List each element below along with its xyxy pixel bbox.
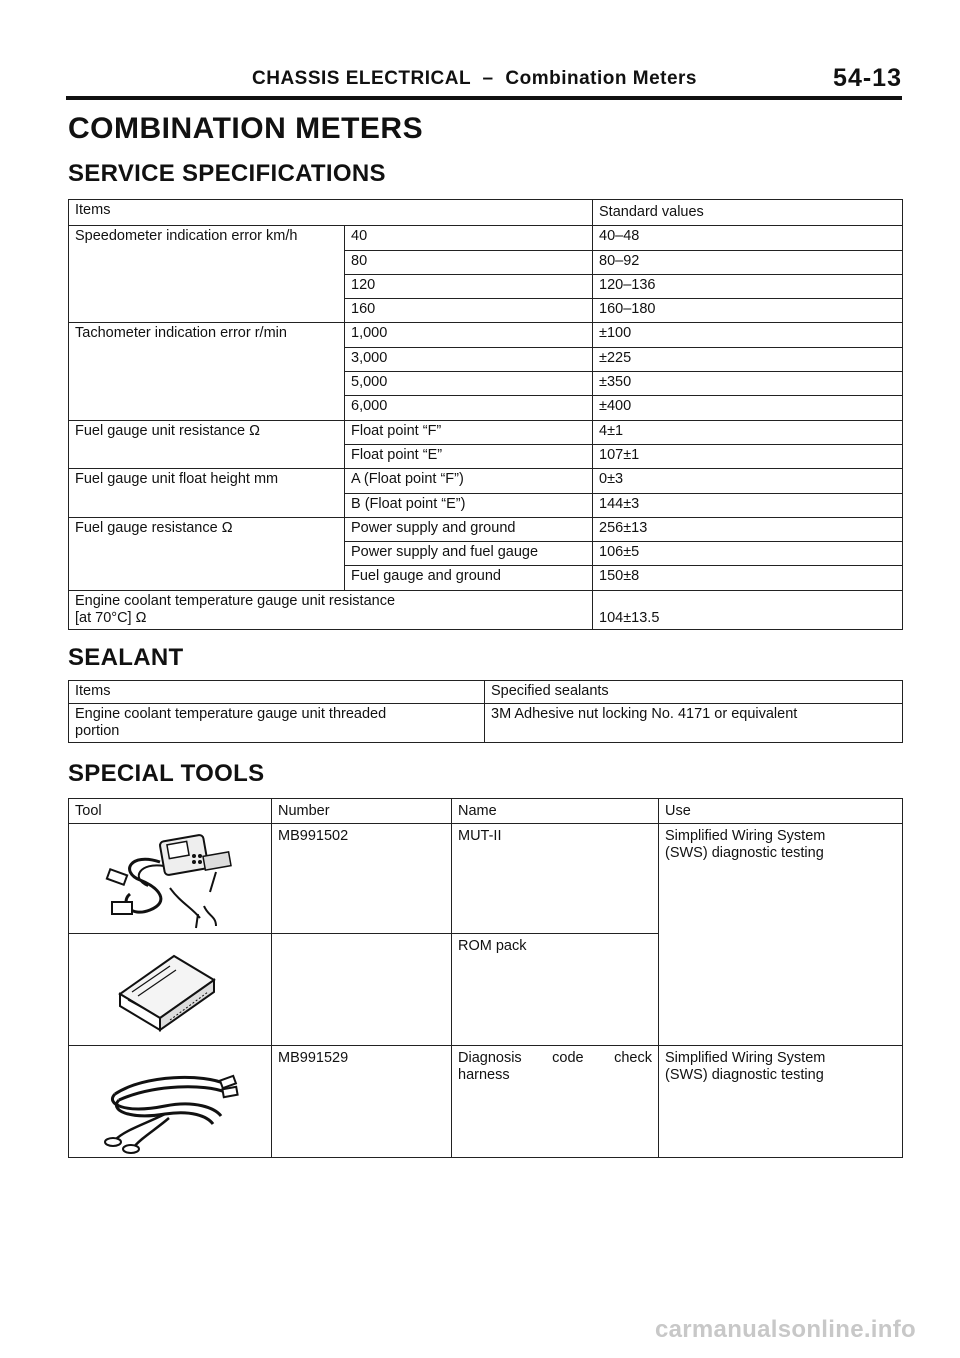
spec-item: Tachometer indication error r/min [69,323,345,420]
tool-number: MB991529 [272,1046,452,1158]
spec-cond: Float point “E” [345,444,593,468]
spec-item: Speedometer indication error km/h [69,226,345,323]
table-row [69,590,903,629]
page-title: COMBINATION METERS [68,112,424,145]
spec-cond: 120 [345,274,593,298]
sealant-item-line2: portion [75,723,120,739]
spec-value: 106±5 [593,542,903,566]
tool-name: ROM pack [452,934,659,1046]
tool-name-word: check [614,1050,652,1066]
spec-value: 160–180 [593,299,903,323]
spec-cond: 6,000 [345,396,593,420]
spec-value: 4±1 [593,420,903,444]
spec-cond: B (Float point “E”) [345,493,593,517]
spec-item: Fuel gauge resistance Ω [69,517,345,590]
section-suffix: Combination Meters [505,68,697,89]
spec-value: 150±8 [593,566,903,590]
spec-cond: Float point “F” [345,420,593,444]
tool-image-cell [69,934,272,1046]
tool-use-line1: Simplified Wiring System [665,1050,826,1066]
tool-name-word: code [552,1050,584,1066]
spec-value: ±100 [593,323,903,347]
service-specs-heading: SERVICE SPECIFICATIONS [68,160,386,187]
spec-value: 0±3 [593,469,903,493]
col-number: Number [272,799,452,824]
table-row [69,226,903,250]
tool-image-cell [69,1046,272,1158]
tool-name-line2: harness [458,1067,510,1083]
tool-use-line2: (SWS) diagnostic testing [665,845,824,861]
sealant-heading: SEALANT [68,644,184,671]
sealant-table [68,680,903,743]
spec-item: Fuel gauge unit float height mm [69,469,345,518]
table-header-row [69,200,903,226]
tool-number: MB991502 [272,824,452,934]
spec-cond: 80 [345,250,593,274]
watermark: carmanualsonline.info [654,1316,916,1343]
spec-cond: 40 [345,226,593,250]
tool-use-line1: Simplified Wiring System [665,828,826,844]
mut-ii-tester-icon [100,832,240,932]
tool-use [659,824,903,1046]
spec-cond: Fuel gauge and ground [345,566,593,590]
col-use: Use [659,799,903,824]
spec-cond: Power supply and fuel gauge [345,542,593,566]
spec-cond: 3,000 [345,347,593,371]
spec-cond: 1,000 [345,323,593,347]
tool-number [272,934,452,1046]
tool-name-line1 [458,1050,652,1067]
table-header-row [69,681,903,704]
spec-value: 80–92 [593,250,903,274]
spec-value: 256±13 [593,517,903,541]
col-items: Items [69,200,593,226]
harness-icon [95,1054,245,1154]
spec-value: 144±3 [593,493,903,517]
tool-image-cell [69,824,272,934]
spec-value: 107±1 [593,444,903,468]
special-tools-table [68,798,903,1158]
table-row [69,420,903,444]
section-title [252,68,697,90]
table-row [69,824,903,934]
table-header-row [69,799,903,824]
tool-name [452,1046,659,1158]
spec-item: Fuel gauge unit resistance Ω [69,420,345,469]
table-row [69,1046,903,1158]
col-specified-sealants: Specified sealants [485,681,903,704]
tool-name: MUT-II [452,824,659,934]
spec-item-line1: Engine coolant temperature gauge unit resistance [75,592,396,609]
col-standard-values: Standard values [593,200,903,226]
section-prefix: CHASSIS ELECTRICAL [252,68,471,89]
tool-use [659,1046,903,1158]
table-row [69,469,903,493]
col-tool: Tool [69,799,272,824]
spec-value: 120–136 [593,274,903,298]
spec-item [69,590,593,629]
tool-name-word: Diagnosis [458,1050,522,1066]
col-name: Name [452,799,659,824]
spec-cond: 5,000 [345,372,593,396]
page-number: 54-13 [833,64,902,92]
page-header [66,62,902,100]
spec-cond: 160 [345,299,593,323]
spec-cond: A (Float point “F”) [345,469,593,493]
sealant-spec: 3M Adhesive nut locking No. 4171 or equivalent [485,704,903,743]
table-row [69,704,903,743]
col-items: Items [69,681,485,704]
sealant-item [69,704,485,743]
section-dash: – [482,68,494,89]
sealant-item-line1: Engine coolant temperature gauge unit threaded [75,706,387,722]
spec-cond: Power supply and ground [345,517,593,541]
table-row [69,517,903,541]
service-specs-table [68,199,903,630]
rom-pack-icon [110,942,230,1032]
special-tools-heading: SPECIAL TOOLS [68,760,265,787]
tool-use-line2: (SWS) diagnostic testing [665,1067,824,1083]
spec-value: ±400 [593,396,903,420]
spec-value: ±225 [593,347,903,371]
spec-value [593,590,903,629]
spec-value: ±350 [593,372,903,396]
spec-item-line2: [at 70°C] Ω [75,609,147,626]
spec-value: 40–48 [593,226,903,250]
table-row [69,323,903,347]
spec-value-text: 104±13.5 [599,609,660,626]
